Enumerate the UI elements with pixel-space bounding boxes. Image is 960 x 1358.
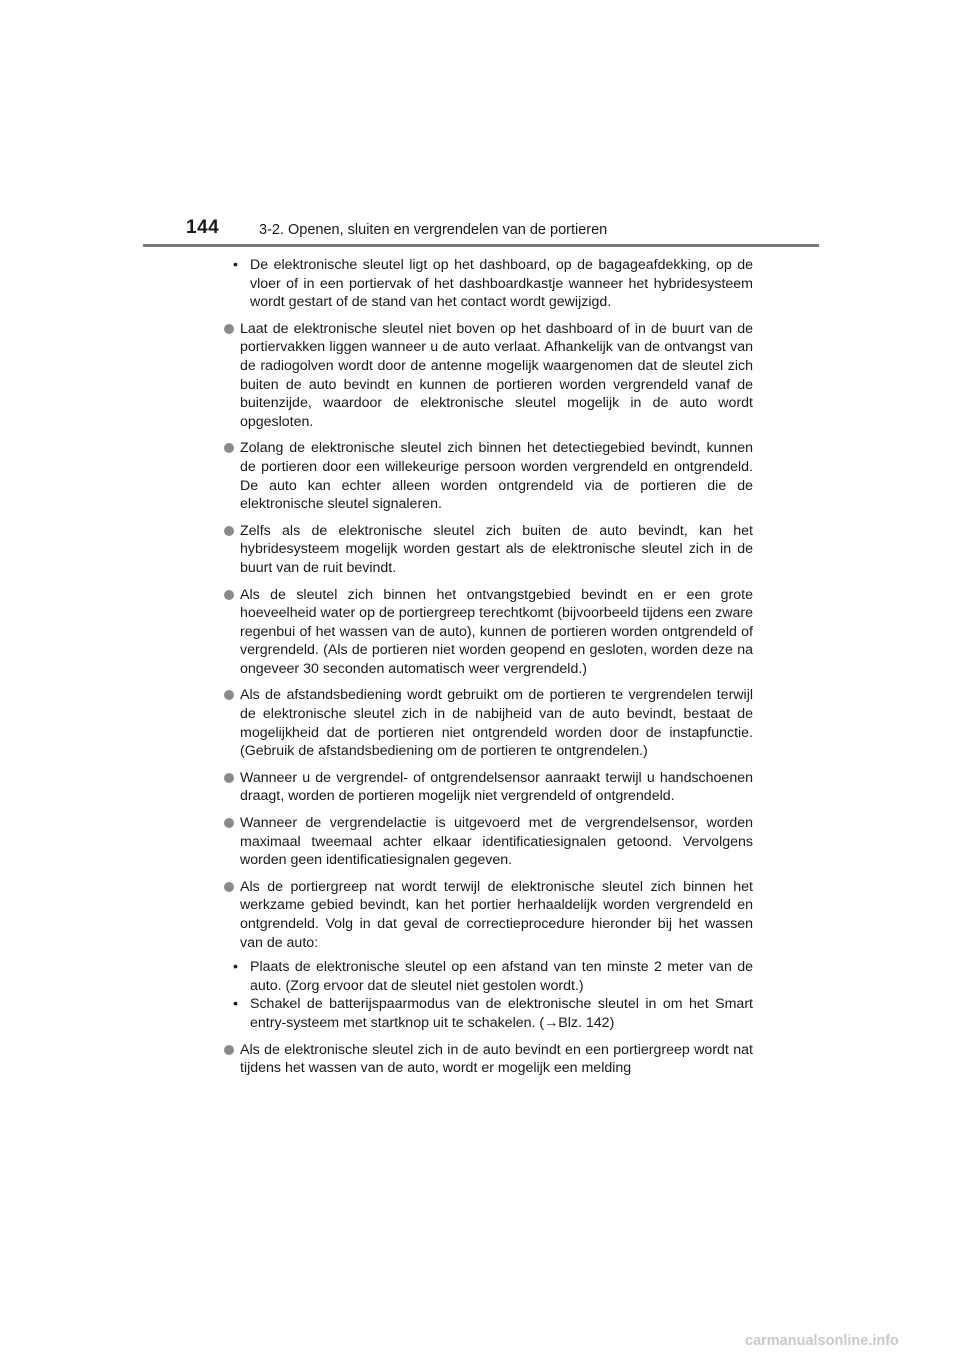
bullet-text: Zelfs als de elektronische sleutel zich buiten de auto bevindt, kan het hybridesysteem mogelijk worden gestart als de elektronische sleutel zich in de buurt van de ruit bevindt. xyxy=(240,522,753,576)
sub-bullet-mark: • xyxy=(233,996,238,1013)
bullet-text: Wanneer de vergrendelactie is uitgevoerd met de vergrendelsensor, worden maximaal tweemaal achter elkaar identificatiesignalen getoond. Vervolgens worden geen identificatiesignalen gegeven. xyxy=(240,815,753,869)
bullet-text: Als de elektronische sleutel zich in de auto bevindt en een portiergreep wordt nat tijdens het wassen van de auto, wordt er mogelijk een melding xyxy=(240,1041,753,1077)
sub-item-text: Schakel de batterijspaarmodus van de elektronische sleutel in om het Smart entry-systeem met startknop uit te schakelen. (→Blz. 142) xyxy=(250,996,753,1031)
wash-steps xyxy=(223,958,753,1032)
bullet-text: Wanneer u de vergrendel- of ontgrendelsensor aanraakt terwijl u handschoenen draagt, worden de portieren mogelijk niet vergrendeld of ontgrendeld. xyxy=(240,769,753,805)
bullet-dot-icon xyxy=(224,526,234,536)
bullet-dot-icon xyxy=(224,1045,234,1055)
bullet-item xyxy=(223,814,753,870)
bullet-item xyxy=(223,586,753,679)
sub-item xyxy=(223,995,753,1032)
bullet-text: Als de afstandsbediening wordt gebruikt om de portieren te vergrendelen terwijl de elektronische sleutel zich in de nabijheid van de auto bevindt, bestaat de mogelijkheid dat de portieren niet ontgrendeld worden door de instapfunctie. (Gebruik de afstandsbediening om de portieren te ontgrendelen.) xyxy=(240,687,753,760)
bullet-item xyxy=(223,686,753,760)
sub-item-text: Plaats de elektronische sleutel op een afstand van ten minste 2 meter van de auto. (Zorg ervoor dat de sleutel niet gestolen wordt.) xyxy=(250,959,753,994)
bullet-item xyxy=(223,878,753,1033)
section-title: 3-2. Openen, sluiten en vergrendelen van de portieren xyxy=(259,222,608,238)
bullet-dot-icon xyxy=(224,773,234,783)
sub-bullet-mark: • xyxy=(233,959,238,976)
watermark: carmanualsonline.info xyxy=(745,1333,899,1349)
bullet-text: Zolang de elektronische sleutel zich binnen het detectiegebied bevindt, kunnen de portieren door een willekeurige persoon worden vergrendeld en ontgrendeld. De auto kan echter alleen worden ontgrendeld via de portieren die de elektronische sleutel signaleren. xyxy=(240,440,753,513)
bullet-item xyxy=(223,522,753,578)
page-header xyxy=(0,0,960,250)
bullet-dot-icon xyxy=(224,818,234,828)
bullet-item xyxy=(223,320,753,432)
bullet-item xyxy=(223,439,753,513)
sub-item xyxy=(223,958,753,995)
sub-bullet-mark: • xyxy=(233,257,238,273)
header-rule xyxy=(143,244,819,247)
sub-item xyxy=(223,256,753,312)
bullet-dot-icon xyxy=(224,324,234,334)
bullet-dot-icon xyxy=(224,443,234,453)
bullet-text: Laat de elektronische sleutel niet boven op het dashboard of in de buurt van de portiervakken liggen wanneer u de auto verlaat. Afhankelijk van de ontvangst van de radiogolven wordt door de antenne mogelijk waargenomen dat de sleutel zich buiten de auto bevindt en kunnen de portieren worden vergrendeld vanaf de buitenzijde, waardoor de elektronische sleutel mogelijk in de auto wordt opgesloten. xyxy=(240,320,753,430)
bullet-dot-icon xyxy=(224,690,234,700)
bullet-item xyxy=(223,1041,753,1078)
sub-item-text: De elektronische sleutel ligt op het dashboard, op de bagageafdekking, op de vloer of in een portiervak of het dashboardkastje wanneer het hybridesysteem wordt gestart of de stand van het contact wordt gewijzigd. xyxy=(250,257,753,311)
bullet-text: Als de sleutel zich binnen het ontvangstgebied bevindt en er een grote hoeveelheid water op de portiergreep terechtkomt (bijvoorbeeld tijdens een zware regenbui of het wassen van de auto), kunnen de portieren worden ontgrendeld of vergrendeld. (Als de portieren niet worden geopend en gesloten, worden deze na ongeveer 30 seconden automatisch weer vergrendeld.) xyxy=(240,586,753,677)
bullet-dot-icon xyxy=(224,590,234,600)
page-number: 144 xyxy=(186,217,220,238)
bullet-dot-icon xyxy=(224,882,234,892)
bullet-text: Als de portiergreep nat wordt terwijl de elektronische sleutel zich binnen het werkzame gebied bevindt, kan het portier herhaaldelijk worden vergrendeld en ontgrendeld. Volg in dat geval de correctieprocedure hieronder bij het wassen van de auto: xyxy=(240,878,753,951)
page-content xyxy=(223,256,753,1086)
bullet-item xyxy=(223,769,753,806)
